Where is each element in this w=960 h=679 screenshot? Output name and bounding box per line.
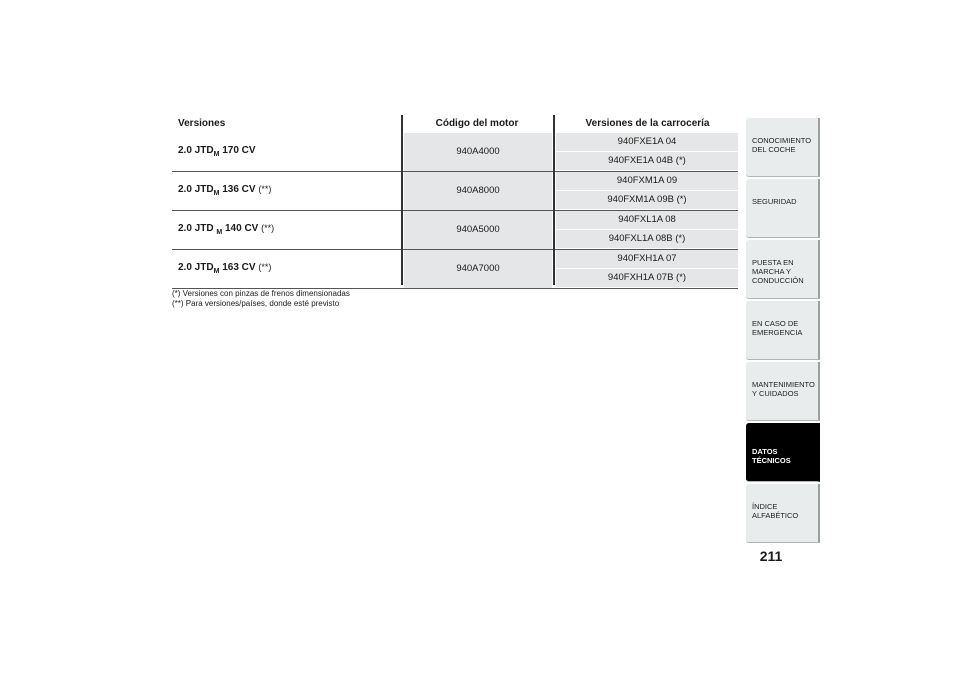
body-version: 940FXM1A 09 <box>556 172 738 191</box>
body-version: 940FXH1A 07B (*) <box>556 269 738 287</box>
footnote: (**) Para versiones/países, donde esté previsto <box>172 299 340 308</box>
page-number: 211 <box>759 548 783 564</box>
table-row <box>172 133 738 172</box>
table-row <box>172 250 738 289</box>
column-divider <box>553 115 555 285</box>
tab-datos-tecnicos[interactable]: DATOS TÉCNICOS <box>746 423 820 482</box>
version-name: 2.0 $JTD_M$ 163 CV (**) <box>178 262 272 275</box>
tab-mantenimiento[interactable]: MANTENIMIENTO Y CUIDADOS <box>746 362 820 421</box>
body-version: 940FXM1A 09B (*) <box>556 191 738 209</box>
engine-code: 940A7000 <box>404 250 552 288</box>
version-name: 2.0 $JTD_M$ 170 CV <box>178 145 256 158</box>
tab-puesta-en-marcha[interactable]: PUESTA EN MARCHA Y CONDUCCIÓN <box>746 240 820 299</box>
table-row <box>172 172 738 211</box>
header-body-versions: Versiones de la carrocería <box>585 118 710 129</box>
body-version: 940FXE1A 04B (*) <box>556 152 738 170</box>
body-version: 940FXE1A 04 <box>556 133 738 152</box>
version-name: 2.0 $JTD_M$ 136 CV (**) <box>178 184 272 197</box>
body-version: 940FXL1A 08 <box>556 211 738 230</box>
footnote: (*) Versiones con pinzas de frenos dimensionadas <box>172 289 350 298</box>
header-engine-code: Código del motor <box>435 118 519 129</box>
table-row <box>172 211 738 250</box>
body-version: 940FXL1A 08B (*) <box>556 230 738 248</box>
column-divider <box>401 115 403 285</box>
footnotes <box>172 289 350 309</box>
engine-code: 940A4000 <box>404 133 552 171</box>
engine-spec-table <box>172 115 738 289</box>
tab-seguridad[interactable]: SEGURIDAD <box>746 179 820 238</box>
tab-conocimiento-del-coche[interactable]: CONOCIMIENTO DEL COCHE <box>746 118 820 177</box>
engine-code: 940A5000 <box>404 211 552 249</box>
engine-code: 940A8000 <box>404 172 552 210</box>
body-version: 940FXH1A 07 <box>556 250 738 269</box>
tab-en-caso-de-emergencia[interactable]: EN CASO DE EMERGENCIA <box>746 301 820 360</box>
table-header <box>172 115 738 133</box>
header-versions: Versiones <box>178 118 226 129</box>
version-name: 2.0 JTD $_M$ 140 CV (**) <box>178 223 275 236</box>
tab-indice-alfabetico[interactable]: ÍNDICE ALFABÉTICO <box>746 484 820 543</box>
chapter-sidebar <box>746 118 820 545</box>
